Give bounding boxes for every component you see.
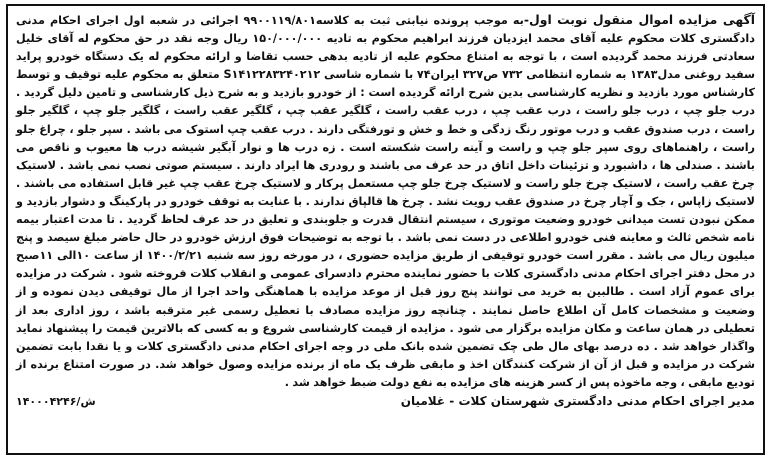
notice-footer [16, 392, 755, 411]
notice-text: به موجب پرونده نیابتی ثبت به کلاسه۹۹۰۰۱۱۹/۸۰۱ اجرائی در شعبه اول اجرای احکام مدنی دادگستری کلات محکوم علیه آقای محمد ایزدیان فرزند ابراهیم محکوم به تادیه ۱۵۰/۰۰۰/۰۰۰ ریال وجه نقد در حق محکوم له آقای خلیل سعادتی فرزند محمد گردیده است ، با توجه به امتناع محکوم علیه از تادیه بدهی حسب تقاضا و ارائه محکوم له یک دستگاه خودرو پراید سفید روغنی مدل۱۳۸۳ به شماره انتظامی ۷۳۲ ص۳۲۷ ایران۷۴ با شماره شاسی S۱۴۱۲۲۸۳۲۴۰۲۱۲ متعلق به محکوم علیه توقیف و توسط کارشناس مورد بازدید و نظریه کارشناسی بدین شرح ارائه گردیده است : از خودرو بازدید و به شرح ذیل کارشناسی و تامین دلیل گردید . درب جلو چپ ، درب جلو راست ، درب عقب چپ ، درب عقب راست ، گلگیر عقب چپ ، گلگیر عقب راست ، گلگیر جلو چپ ، گلگیر جلو راست ، درب صندوق عقب و درب موتور رنگ زدگی و خط و خش و تورفتگی دارند . درب عقب چپ استوک می باشد . سپر جلو ، چراغ جلو راست ، راهنماهای روی سپر جلو چپ و راست و آینه راست شکسته است . زه درب ها و نوار آبگیر شیشه درب ها معیوب و ناقص می باشند . صندلی ها ، داشبورد و تزئینات داخل اتاق در حد عرف می باشند و رودری ها ایراد دارند . سیستم صوتی نصب نمی باشد . لاستیک چرخ عقب راست ، لاستیک چرخ جلو راست و لاستیک چرخ جلو چپ مستعمل پرکار و لاستیک چرخ عقب چپ غیر قابل استفاده می باشند . لاستیک زاپاس ، جک و آچار چرخ در صندوق عقب رویت نشد . چرخ ها قالپاق ندارند . با عنایت به توقف خودرو در پارکینگ و دشوار بازدید و ممکن نبودن تست میدانی خودرو وضعیت موتوری ، سیستم انتقال قدرت و جلوبندی و تعلیق در حد عرف لحاظ گردید . تا مدت اعتبار بیمه نامه شخص ثالث و معاینه فنی خودرو اطلاعی در دست نمی باشد . با توجه به توضیحات فوق ارزش خودرو در حال حاضر مبلغ سیصد و پنج میلیون ریال می باشد . مقرر است خودرو توقیفی از طریق مزایده حضوری ، در مورخه روز سه شنبه ۱۴۰۰/۲/۲۱ از ساعت ۱۰الی ۱۱صبح در محل دفتر اجرای احکام مدنی دادگستری کلات با حضور نماینده محترم دادسرای عمومی و انقلاب کلات فروخته شود . شرکت در مزایده برای عموم آزاد است . طالبین به خرید می توانند پنج روز قبل از موعد مزایده با هماهنگی واحد اجرا از مال توقیفی دیدن نموده و از وضعیت و مشخصات کامل آن اطلاع حاصل نمایند . چنانچه روز مزایده مصادف با تعطیل رسمی غیر مترقبه باشد ، روز اداری بعد از تعطیلی در همان ساعت و مکان مزایده برگزار می شود . مزایده از قیمت کارشناسی شروع و به کسی که بالاترین قیمت را پیشنهاد نماید واگذار خواهد شد . ده درصد بهای مال طی چک تضمین شده بانک ملی در وجه اجرای احکام مدنی دادگستری کلات و یا نقدا بابت تضمین شرکت در مزایده و قبل از آن از شرکت کنندگان اخذ و مابقی ظرف یک ماه از برنده مزایده وصول خواهد شد. در صورت امتناع برنده از تودیع مابقی ، وجه ماخوذه پس از کسر هزینه های مزایده به نفع دولت ضبط خواهد شد . [16, 14, 756, 389]
notice-signature: مدیر اجرای احکام مدنی دادگستری شهرستان کلات - غلامیان [400, 393, 755, 408]
auction-notice [6, 4, 765, 455]
notice-code: ۱۴۰۰۰۴۲۴۶/ش [16, 394, 96, 408]
notice-body [16, 11, 755, 392]
notice-title: آگهی مزایده اموال منقول نوبت اول- [523, 12, 755, 27]
